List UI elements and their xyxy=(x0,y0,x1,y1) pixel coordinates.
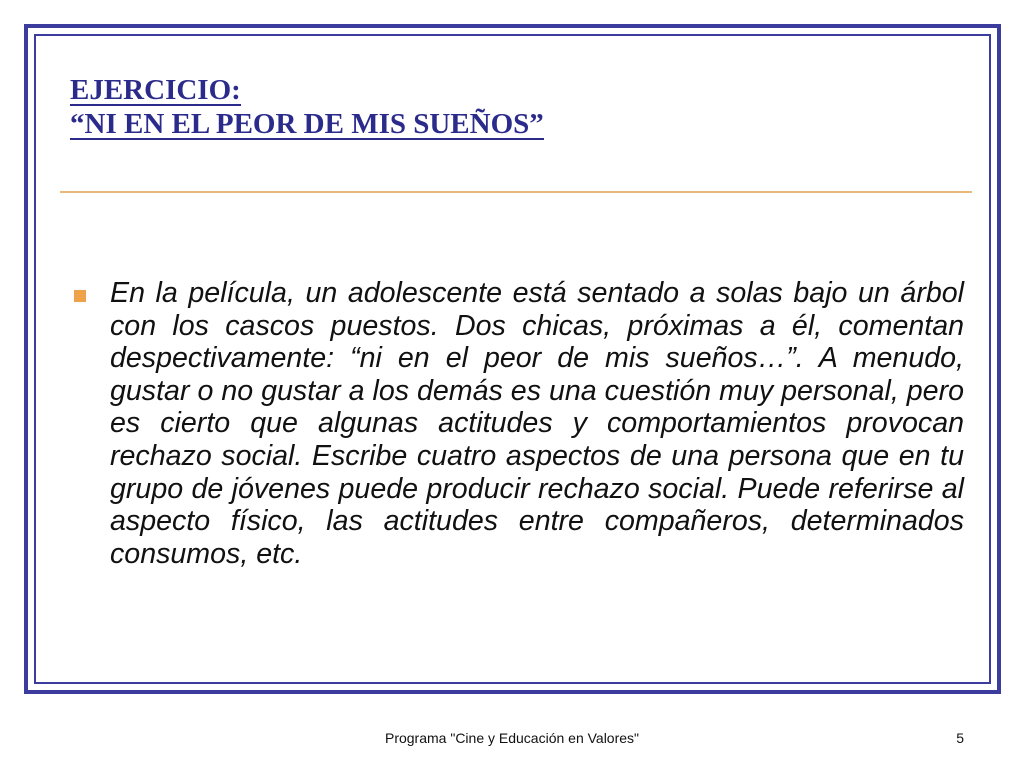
slide-title xyxy=(70,74,950,140)
title-line-2: “NI EN EL PEOR DE MIS SUEÑOS” xyxy=(70,108,544,140)
title-line-1: EJERCICIO: xyxy=(70,74,241,106)
square-bullet-icon xyxy=(74,290,86,302)
slide-number: 5 xyxy=(956,730,964,746)
bullet-text: En la película, un adolescente está sentado a solas bajo un árbol con los cascos puestos. Dos chicas, próximas a él, comentan despectivamente: “ni en el peor de mis sueños…”. A menudo, gustar o no gustar a los demás es una cuestión muy personal, pero es cierto que algunas actitudes y comportamientos provocan rechazo social. Escribe cuatro aspectos de una persona que en tu grupo de jóvenes puede producir rechazo social. Puede referirse al aspecto físico, las actitudes entre compañeros, determinados consumos, etc. xyxy=(110,277,964,570)
title-divider xyxy=(60,191,972,193)
footer-program-name: Programa "Cine y Educación en Valores" xyxy=(384,730,640,746)
